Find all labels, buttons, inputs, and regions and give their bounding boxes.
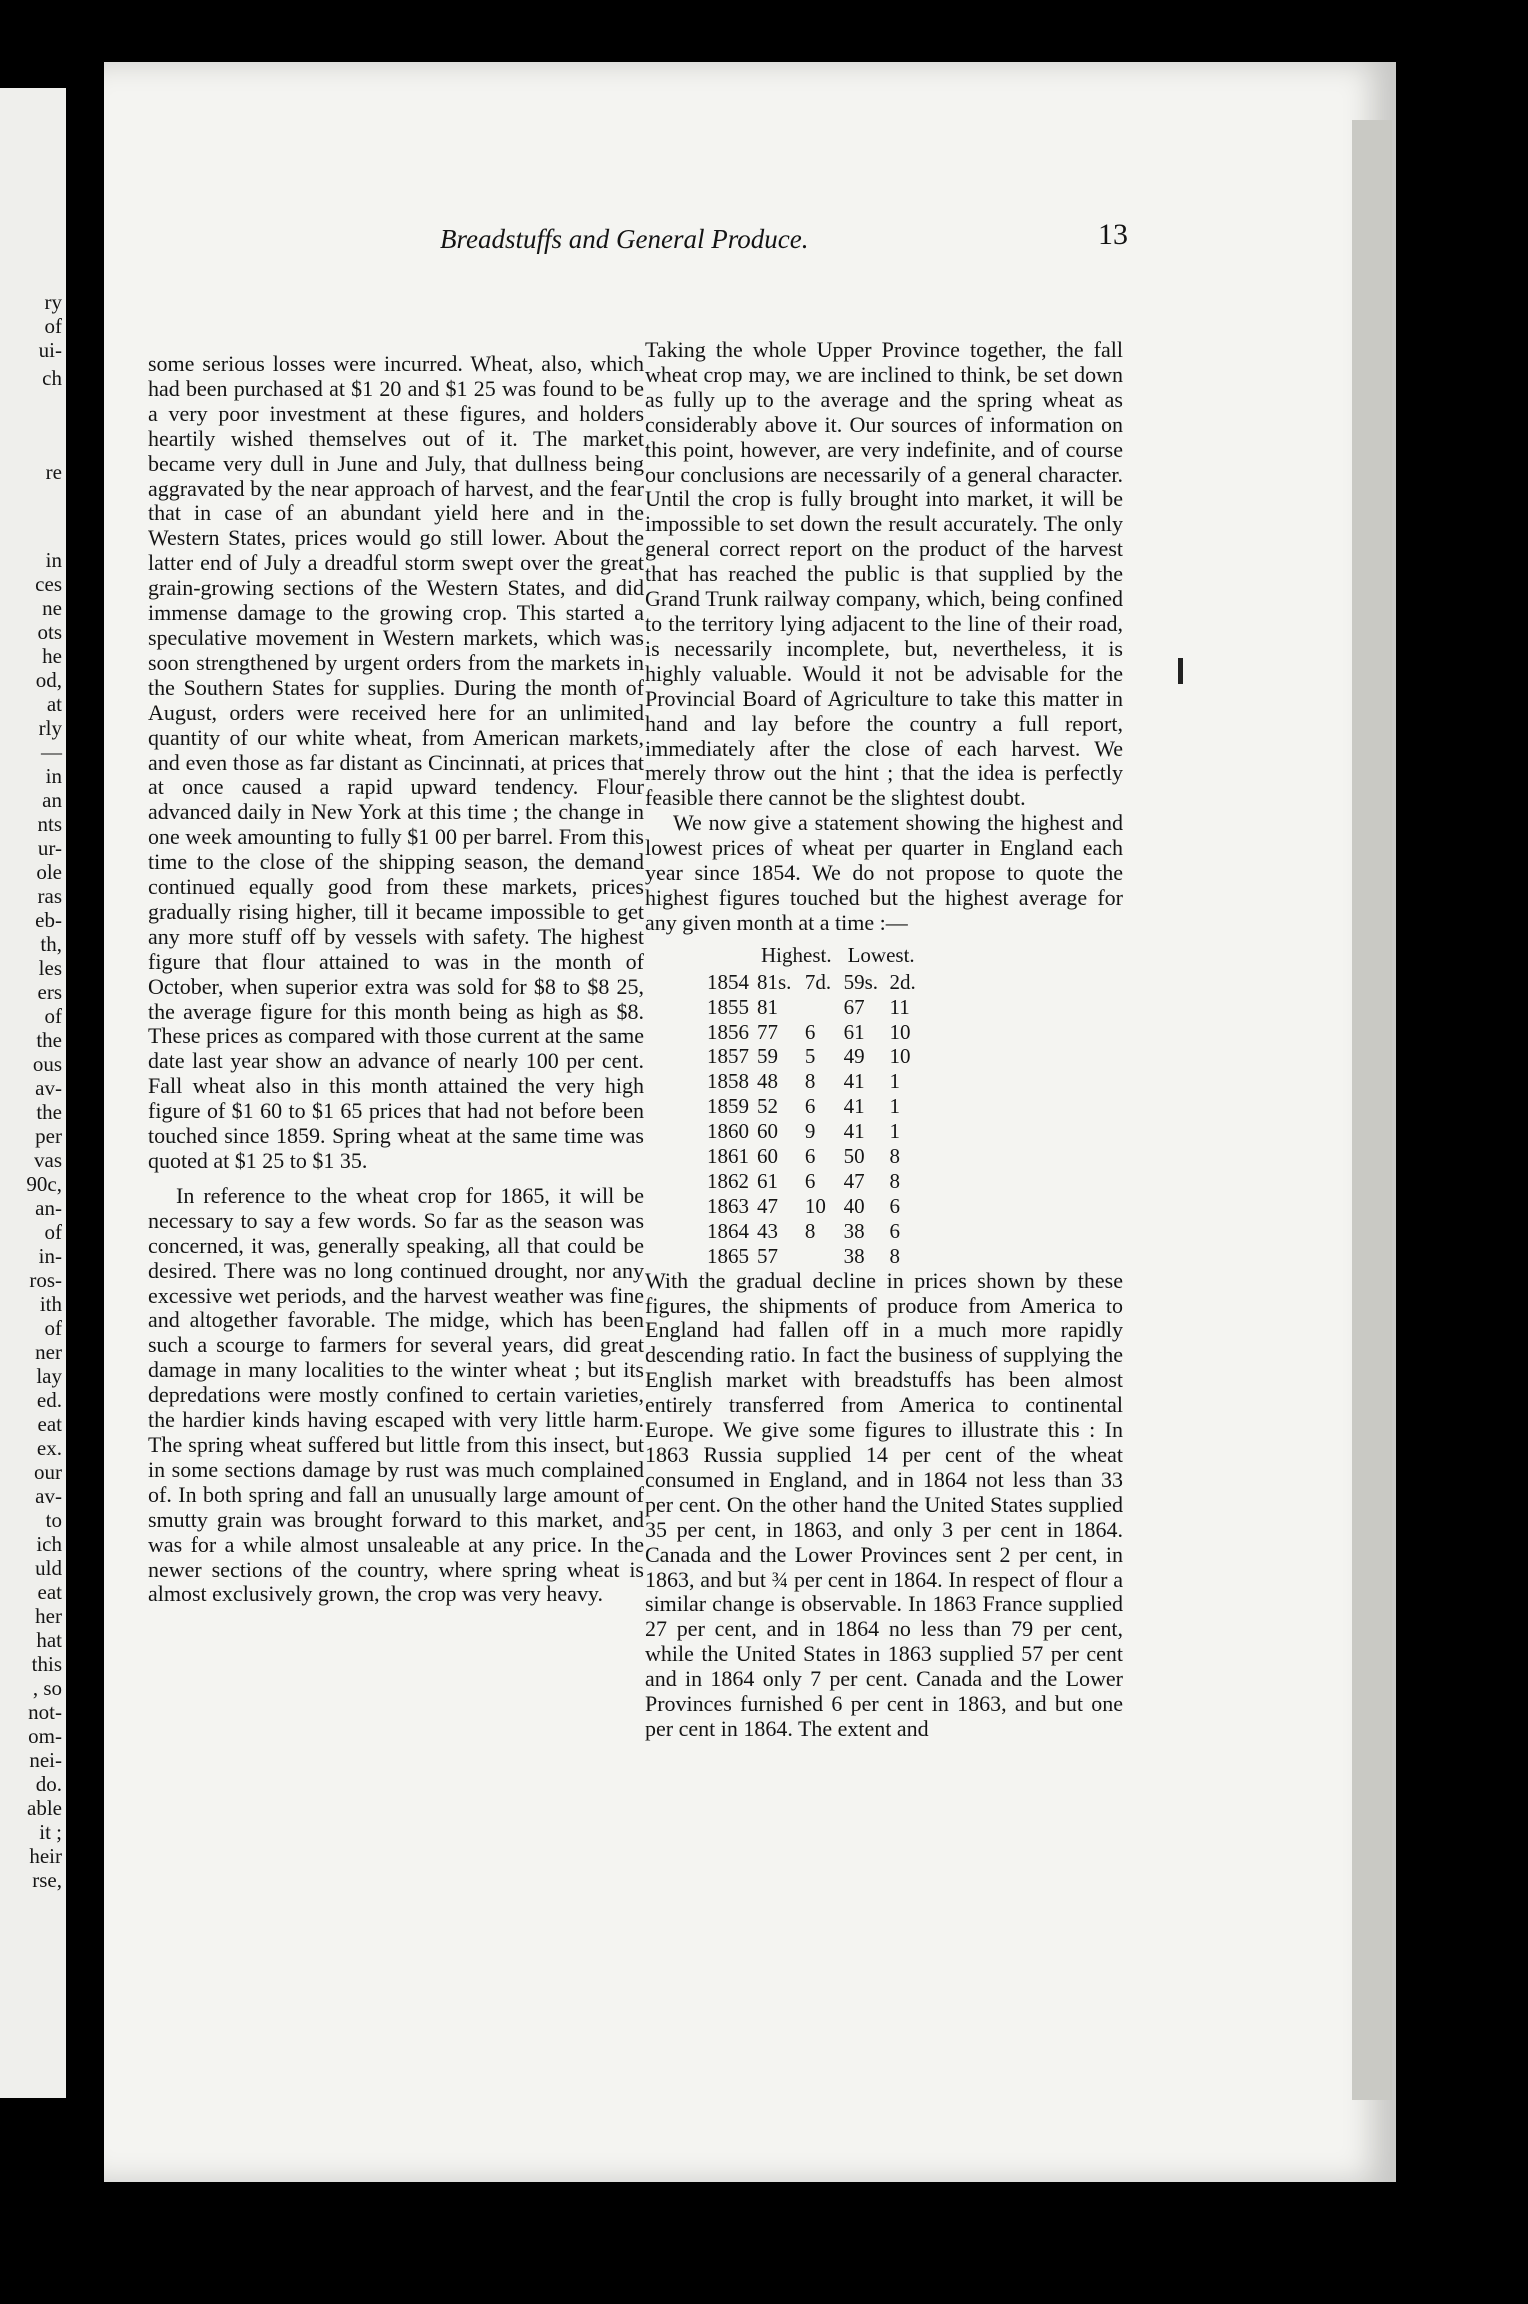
fragment-text: an- [35,1196,62,1220]
highest-pence-cell: 8 [804,1069,816,1094]
year-cell: 1864 [707,1218,749,1243]
table-row [645,1094,923,1119]
fragment-text: at [46,692,62,716]
lowest-pence-cell: 8 [889,1169,901,1193]
fragment-text: the [36,1100,62,1124]
fragment-text: , so [32,1676,62,1700]
fragment-text: rly [38,716,62,740]
lowest-shillings-cell: 41 [843,1094,865,1119]
fragment-text: ole [36,860,62,884]
column-header-highest: Highest. [761,943,832,968]
fragment-text: ry [44,290,62,314]
paragraph: Taking the whole Upper Province together, the fall wheat crop may, we are inclined to think, be set down as fully up to the average and the spring wheat as considerably above it. Our sources of information on this point, however, are very indefinite, and of course our conclusions are necessarily of a general character. Until the crop is fully brought into market, it will be impossible to set down the result accurately. The only general correct report on the product of the harvest that has reached the public is that supplied by the Grand Trunk railway company, which, being confined to the territory lying adjacent to the line of their road, is necessarily incomplete, but, nevertheless, it is highly valuable. Would it not be advisable for the Provincial Board of Agriculture to take this matter in hand and lay before the country a full report, immediately after the close of each harvest. We merely throw out the hint ; that the idea is perfectly feasible there cannot be the slightest doubt. [645,337,1123,811]
fragment-text: able [27,1796,62,1820]
highest-pence-cell: 10 [804,1193,826,1218]
fragment-text: om- [28,1724,62,1748]
lowest-shillings-cell: 41 [843,1119,865,1144]
highest-pence-cell: 6 [804,1169,816,1193]
highest-shillings-cell: 43 [757,1218,778,1243]
fragment-text: lay [36,1364,62,1388]
fragment-text: of [44,1316,62,1340]
fragment-text: in [45,764,62,788]
page-edge [1352,120,1392,2100]
paragraph: In reference to the wheat crop for 1865, it will be necessary to say a few words. So far as the season was concerned, it was, generally speaking, all that could be desired. There was no long continued drought, nor any excessive wet periods, and the harvest weather was fine and altogether favorable. The midge, which has been such a scourge to farmers for several years, did great damage in many localities to the winter wheat ; but its depredations were mostly confined to certain varieties, the hardier kinds having escaped with very little harm. The spring wheat suffered but little from this insect, but in some sections damage by rust was much complained of. In both spring and fall an unusually large amount of smutty grain was brought forward to this market, and was for a while almost unsaleable at any price. In the newer sections of the country, where spring wheat is almost exclusively grown, the crop was very heavy. [148,1182,644,1607]
lowest-pence-cell: 8 [889,1144,901,1169]
fragment-text: od, [35,668,62,692]
highest-pence-cell [801,995,840,1020]
highest-shillings-cell: 52 [757,1094,778,1119]
fragment-text: nei- [29,1748,62,1772]
fragment-text: ous [32,1052,62,1076]
lowest-shillings-cell: 59s. [843,969,879,994]
lowest-shillings-cell: 41 [843,1069,865,1094]
fragment-text: rse, [32,1868,62,1892]
year-cell: 1856 [707,1019,749,1044]
table-row [645,1069,923,1094]
fragment-text: 90c, [26,1172,62,1196]
year-cell: 1855 [707,994,749,1019]
highest-shillings-cell: 60 [757,1119,778,1144]
lowest-shillings-cell: 38 [843,1243,865,1268]
fragment-text: not- [28,1700,62,1724]
lowest-shillings-cell: 47 [843,1169,865,1193]
year-cell: 1865 [707,1243,749,1268]
fragment-text: ne [42,596,62,620]
table-row [645,1194,923,1219]
table-row [645,1119,923,1144]
fragment-text: this [31,1652,62,1676]
highest-pence-cell: 6 [804,1019,816,1044]
lowest-pence-cell: 1 [889,1069,901,1094]
fragment-text: ros- [29,1268,62,1292]
highest-pence-cell: 9 [804,1119,816,1144]
lowest-pence-cell: 2d. [889,969,916,994]
highest-shillings-cell: 81s. [757,969,792,994]
fragment-text: eb- [35,908,62,932]
fragment-text: he [42,644,62,668]
fragment-text: eat [37,1580,62,1604]
fragment-text: per [35,1124,62,1148]
highest-shillings-cell: 61 [757,1169,778,1193]
fragment-text: do. [35,1772,62,1796]
fragment-text: ed. [36,1388,62,1412]
lowest-pence-cell: 10 [889,1019,911,1044]
lowest-shillings-cell: 50 [843,1144,865,1169]
fragment-text: eat [37,1412,62,1436]
highest-shillings-cell: 59 [757,1044,778,1069]
table-row [645,1144,923,1169]
fragment-text: ces [35,572,62,596]
lowest-pence-cell: 6 [889,1193,901,1218]
year-cell: 1862 [707,1169,749,1193]
fragment-text: in [45,548,62,572]
table-header-row [645,942,923,970]
fragment-text: ich [36,1532,62,1556]
year-cell: 1861 [707,1144,749,1169]
running-title: Breadstuffs and General Produce. [440,224,809,254]
lowest-pence-cell: 1 [889,1094,901,1119]
lowest-pence-cell: 6 [889,1218,901,1243]
year-cell: 1859 [707,1094,749,1119]
column-header-lowest: Lowest. [847,943,915,968]
highest-pence-cell: 8 [804,1218,816,1243]
fragment-text: nts [37,812,62,836]
year-cell: 1858 [707,1069,749,1094]
highest-pence-cell: 7d. [804,969,832,994]
lowest-shillings-cell: 40 [843,1193,865,1218]
fragment-text: ers [37,980,62,1004]
fragment-text: in- [38,1244,62,1268]
fragment-text: ots [37,620,62,644]
paragraph: With the gradual decline in prices shown by these figures, the shipments of produce from America to England had fallen off in a much more rapidly descending ratio. In fact the business of supplying the English market with breadstuffs has been almost entirely transferred from America to continental Europe. We give some figures to illustrate this : In 1863 Russia supplied 14 per cent of the wheat consumed in England, and in 1864 not less than 33 per cent. On the other hand the United States supplied 35 per cent, in 1863, and only 3 per cent in 1864. Canada and the Lower Provinces sent 2 per cent, in 1863, and but ¾ per cent in 1864. In respect of flour a similar change is observable. In 1863 France supplied 27 per cent, and in 1864 no less than 79 per cent, while the United States in 1863 supplied 57 per cent and in 1864 only 7 per cent. Canada and the Lower Provinces furnished 6 per cent in 1863, and but one per cent in 1864. The extent and [645,1267,1123,1741]
lowest-pence-cell: 10 [889,1044,911,1069]
fragment-text: an [42,788,62,812]
highest-shillings-cell: 48 [757,1069,778,1094]
page-number: 13 [1098,218,1128,251]
lowest-pence-cell: 8 [889,1243,901,1268]
fragment-text: heir [29,1844,62,1868]
fragment-text: ur- [37,836,62,860]
fragment-text: th, [40,932,62,956]
fragment-text: ras [37,884,62,908]
fragment-text: of [44,314,62,338]
lowest-shillings-cell: 67 [843,994,865,1019]
highest-pence-cell: 6 [804,1144,816,1169]
year-cell: 1857 [707,1044,749,1069]
highest-shillings-cell: 57 [757,1243,778,1268]
fragment-text: ui- [38,338,62,362]
fragment-text: uld [35,1556,62,1580]
fragment-text: of [44,1004,62,1028]
fragment-text: her [35,1604,62,1628]
fragment-text: hat [36,1628,62,1652]
highest-shillings-cell: 47 [757,1193,778,1218]
table-row [645,1044,923,1069]
fragment-text: vas [34,1148,62,1172]
lowest-shillings-cell: 38 [843,1218,865,1243]
fragment-text: ex. [36,1436,62,1460]
highest-pence-cell: 6 [804,1094,816,1119]
year-cell: 1860 [707,1119,749,1144]
fragment-text: ith [39,1292,62,1316]
lowest-shillings-cell: 61 [843,1019,865,1044]
table-row [645,1244,923,1269]
table-row [645,995,923,1020]
year-cell: 1854 [707,969,749,994]
fragment-text: to [45,1508,62,1532]
wheat-price-table [645,942,923,1269]
fragment-text: of [44,1220,62,1244]
paragraph: some serious losses were incurred. Wheat, also, which had been purchased at $1 20 and $1 25 was found to be a very poor investment at these figures, and holders heartily wished themselves out of it. The market became very dull in June and July, that dullness being aggravated by the near approach of harvest, and the fear that in case of an abundant yield here and in the Western States, prices would go still lower. About the latter end of July a dreadful storm swept over the great grain-growing sections of the Western States, and did immense damage to the growing crop. This started a speculative movement in Western markets, which was soon strengthened by urgent orders from the markets in the Southern States for supplies. During the month of August, orders were received here for an unlimited quantity of our white wheat, from American markets, and even those as far distant as Cincinnati, at prices that at once caused a rapid upward tendency. Flour advanced daily in New York at this time ; the change in one week amounting to fully $1 00 per barrel. From this time to the close of the shipping season, the demand continued equally good from these markets, prices gradually rising higher, till it became impossible to get any more stuff off by vessels with safety. The highest figure that flour attained to was in the month of October, when superior extra was sold for $8 to $8 25, the average figure for this month being as high as $8. These prices as compared with those current at the same date last year show an advance of nearly 100 per cent. Fall wheat also in this month attained the very high figure of $1 60 to $1 65 prices that had not before been touched since 1859. Spring wheat at the same time was quoted at $1 25 to $1 35. [148,351,644,1173]
year-cell: 1863 [707,1193,749,1218]
adjacent-page-fragment [0,88,66,2098]
fragment-text: av- [35,1484,62,1508]
right-column [645,338,1123,1742]
fragment-text: re [45,460,62,484]
fragment-text: ch [42,366,62,390]
table-row [645,970,923,995]
highest-pence-cell [801,1244,840,1269]
highest-shillings-cell: 77 [757,1019,778,1044]
fragment-text: ner [35,1340,62,1364]
table-row [645,1219,923,1244]
running-header [430,218,1170,258]
fragment-text: av- [35,1076,62,1100]
lowest-pence-cell: 11 [889,994,910,1019]
left-column [148,352,644,1607]
margin-mark [1178,658,1183,684]
fragment-text: les [38,956,62,980]
highest-shillings-cell: 81 [757,994,778,1019]
paragraph: We now give a statement showing the highest and lowest prices of wheat per quarter in England each year since 1854. We do not propose to quote the highest figures touched but the highest average for any given month at a time :— [645,810,1123,935]
table-row [645,1169,923,1194]
fragment-text: — [41,740,62,764]
highest-shillings-cell: 60 [757,1144,778,1169]
lowest-shillings-cell: 49 [843,1044,865,1069]
fragment-text: the [36,1028,62,1052]
lowest-pence-cell: 1 [889,1119,901,1144]
fragment-text: our [34,1460,62,1484]
table-row [645,1020,923,1045]
fragment-text: it ; [39,1820,62,1844]
highest-pence-cell: 5 [804,1044,816,1069]
